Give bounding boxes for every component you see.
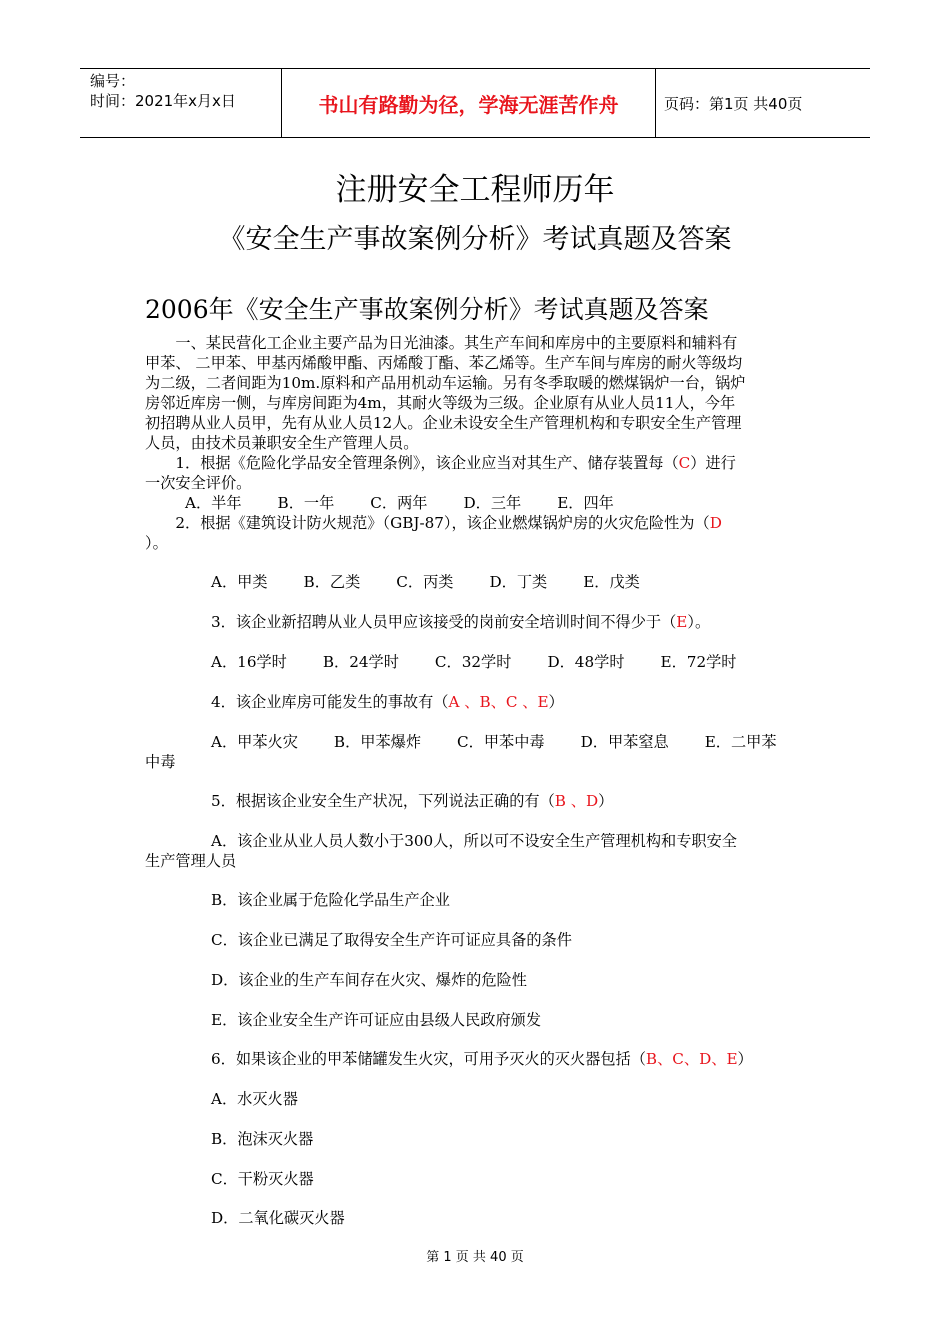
- question-6: [145, 1049, 873, 1069]
- option: A．半年: [185, 494, 242, 512]
- option: D．丁类: [489, 573, 548, 591]
- option: E．二甲苯: [704, 733, 777, 751]
- question-3: [145, 612, 873, 632]
- header-page-info: 页码：第1页 共40页: [664, 94, 803, 113]
- intro-line: 初招聘从业人员甲，先有从业人员12人。企业未设安全生产管理机构和专职安全生产管理: [145, 414, 742, 432]
- option: E．四年: [557, 494, 614, 512]
- question-6-option-a: A．水灭火器: [211, 1090, 298, 1108]
- question-text: ）进行: [690, 454, 736, 472]
- option: D．48学时: [547, 653, 625, 671]
- option: A．16学时: [211, 653, 287, 671]
- header-motto: 书山有路勤为径，学海无涯苦作舟: [282, 69, 656, 137]
- question-4: [145, 692, 873, 712]
- option: B．一年: [277, 494, 335, 512]
- option: A．甲苯火灾: [211, 733, 298, 751]
- question-4-options-cont: 中毒: [145, 753, 176, 771]
- question-5: [145, 791, 873, 811]
- section-title: 2006年《安全生产事故案例分析》考试真题及答案: [145, 295, 709, 324]
- option: D．甲苯窒息: [580, 733, 669, 751]
- number-label: 编号：: [90, 72, 136, 90]
- question-1-cont: 一次安全评价。: [145, 474, 252, 492]
- option: D．三年: [463, 494, 522, 512]
- option: E．72学时: [660, 653, 737, 671]
- question-text: 6．如果该企业的甲苯储罐发生火灾，可用予灭火的灭火器包括（: [211, 1050, 646, 1068]
- question-4-options: [145, 732, 873, 752]
- option: C．两年: [370, 494, 428, 512]
- option: A．甲类: [211, 573, 268, 591]
- intro-line: 甲苯、 二甲苯、甲基丙烯酸甲酯、丙烯酸丁酯、苯乙烯等。生产车间与库房的耐火等级均: [145, 354, 743, 372]
- intro-line: 为二级，二者间距为10m.原料和产品用机动车运输。另有冬季取暖的燃煤锅炉一台，锅炉: [145, 374, 746, 392]
- question-3-options: [145, 652, 873, 672]
- question-5-option-c: C．该企业已满足了取得安全生产许可证应具备的条件: [211, 931, 572, 949]
- question-text: 2．根据《建筑设计防火规范》（GBJ-87），该企业燃煤锅炉房的火灾危险性为（: [145, 514, 710, 532]
- option: C．甲苯中毒: [457, 733, 545, 751]
- answer-text: D: [709, 514, 722, 532]
- question-2: [145, 513, 807, 533]
- question-6-option-c: C．干粉灭火器: [211, 1170, 314, 1188]
- page-header: [80, 68, 870, 138]
- option: B．乙类: [303, 573, 361, 591]
- doc-title-line1: 注册安全工程师历年: [335, 172, 615, 208]
- question-2-options: [145, 572, 873, 592]
- question-text: 3．该企业新招聘从业人员甲应该接受的岗前安全培训时间不得少于（: [211, 613, 677, 631]
- doc-title-line2: 《安全生产事故案例分析》考试真题及答案: [218, 224, 732, 255]
- page-footer: 第 1 页 共 40 页: [426, 1250, 524, 1265]
- time-label: 时间：2021年x月x日: [90, 92, 236, 110]
- question-5-option-e: E．该企业安全生产许可证应由县级人民政府颁发: [211, 1011, 542, 1029]
- question-6-option-b: B．泡沫灭火器: [211, 1130, 314, 1148]
- answer-text: B、C、D、E: [645, 1050, 738, 1068]
- question-text: 5．根据该企业安全生产状况，下列说法正确的有（: [211, 792, 555, 810]
- question-text: ）: [737, 1050, 753, 1068]
- intro-line: 房邻近库房一侧，与库房间距为4m，其耐火等级为三级。企业原有从业人员11人，今年: [145, 394, 736, 412]
- answer-text: E: [676, 613, 688, 631]
- question-text: ）: [598, 792, 614, 810]
- answer-text: A 、B、C 、E: [448, 693, 549, 711]
- intro-line: 一、某民营化工企业主要产品为日光油漆。其生产车间和库房中的主要原料和辅料有: [145, 334, 738, 352]
- header-meta: [80, 69, 282, 137]
- question-6-option-d: D．二氧化碳灭火器: [211, 1209, 345, 1227]
- option: B．24学时: [322, 653, 399, 671]
- intro-line: 人员，由技术员兼职安全生产管理人员。: [145, 434, 419, 452]
- option: E．戊类: [583, 573, 640, 591]
- question-5-option-d: D．该企业的生产车间存在火灾、爆炸的危险性: [211, 971, 527, 989]
- question-text: ）。: [687, 613, 711, 631]
- answer-text: B 、D: [554, 792, 599, 810]
- option: C．32学时: [434, 653, 512, 671]
- question-1: [145, 453, 807, 473]
- question-5-option-a-cont: 生产管理人员: [145, 852, 237, 870]
- question-text: ）: [548, 693, 564, 711]
- question-1-options: [145, 493, 847, 513]
- answer-text: C: [678, 454, 691, 472]
- question-2-cont: ）。: [145, 534, 168, 552]
- question-5-option-b: B．该企业属于危险化学品生产企业: [211, 891, 450, 909]
- question-text: 4．该企业库房可能发生的事故有（: [211, 693, 449, 711]
- question-5-option-a: A．该企业从业人员人数小于300人，所以可不设安全生产管理机构和专职安全: [211, 832, 737, 850]
- question-text: 1．根据《危险化学品安全管理条例》，该企业应当对其生产、储存装置每（: [145, 454, 679, 472]
- option: B．甲苯爆炸: [333, 733, 422, 751]
- option: C．丙类: [396, 573, 454, 591]
